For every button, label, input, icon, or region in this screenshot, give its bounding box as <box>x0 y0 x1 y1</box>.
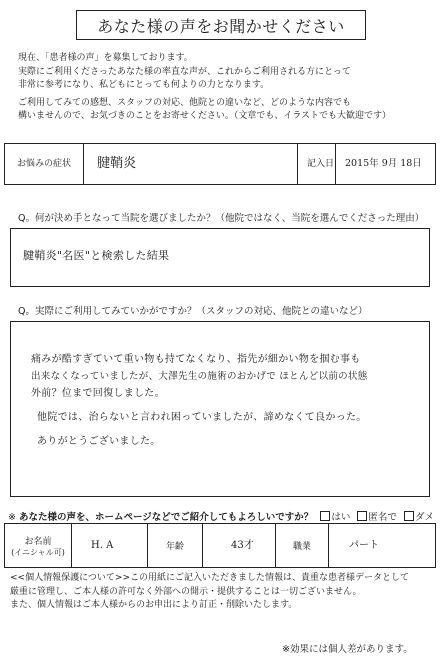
name-label-sub: (イニシャル可) <box>11 547 65 557</box>
form-title: あなた様の声をお聞かせください <box>76 10 366 40</box>
answer-2-line: 出来なくなっていましたが、大澤先生の施術のおかげで ほとんど以前の状態 <box>31 371 368 382</box>
job-field[interactable]: パート <box>349 540 379 551</box>
divider <box>328 524 329 567</box>
question-2: Q。実際にご利用してみていかがですか？（スタッフの対応、他院との違いなど） <box>18 306 368 317</box>
bullet-icon: ※ <box>8 512 16 523</box>
divider <box>335 144 336 184</box>
concern-field[interactable]: 腱鞘炎 <box>97 156 137 171</box>
divider <box>83 144 84 184</box>
intro-paragraph-2 <box>18 97 423 124</box>
answer-2-line: 痛みが酷すぎていて重い物も持てなくなり、指先が細かい物を掴む事も <box>31 354 361 365</box>
job-label <box>276 524 328 567</box>
privacy-notice <box>10 572 435 613</box>
checkbox-anonymous[interactable] <box>357 511 367 521</box>
name-label-main: お名前 <box>24 536 52 547</box>
answer-2-line: ありがとうございました。 <box>37 436 161 447</box>
name-field[interactable]: H. A <box>91 540 114 551</box>
age-label-text: 年齢 <box>165 542 184 552</box>
answer-2-line: 外前？位まで回復しました。 <box>31 388 165 399</box>
name-label <box>5 524 71 567</box>
question-1: Q。何が決め手となって当院を選びましたか？（他院ではなく、当院を選んでくださった理由） <box>18 213 425 224</box>
checkbox-no[interactable] <box>404 511 414 521</box>
privacy-line: <<個人情報保護について>>この用紙にご記入いただきました情報は、貴重な患者様データとして <box>10 573 409 583</box>
answer-1-text: 腱鞘炎"名医"と検索した結果 <box>23 249 170 262</box>
answer-2-line: 他院では、治らないと言われ困っていましたが、諦めなくて良かった。 <box>37 412 367 423</box>
intro-line: 構いませんので、お気づきのことをお寄せください。（文章でも、イラストでも大歓迎です） <box>18 111 392 121</box>
publish-consent <box>8 509 434 523</box>
date-label: 記入日 <box>307 159 335 169</box>
privacy-line: また、個人情報はご本人様からのお申出により訂正・削除いたします。 <box>10 600 298 610</box>
checkbox-yes[interactable] <box>320 511 330 521</box>
publish-question: あなた様の声を、ホームページなどでご紹介してもよろしいですか？ <box>19 512 314 523</box>
intro-paragraph-1 <box>18 52 423 93</box>
info-row <box>4 523 436 568</box>
intro-line: 実際にご利用くださったあなた様の率直な声が、これからご利用される方にとって <box>18 66 351 77</box>
divider <box>71 524 72 567</box>
intro-line: 非常に参考になり、私どもにとっても何よりの力となります。 <box>18 80 270 90</box>
age-field[interactable]: 43才 <box>231 540 254 551</box>
privacy-line: 厳重に管理し、ご本人様の許可なく外部への開示・提供することは一切ございません。 <box>10 586 362 597</box>
option-yes-label: はい <box>331 512 351 523</box>
concern-label: お悩みの症状 <box>17 159 72 169</box>
answer-1-box[interactable] <box>10 228 430 287</box>
date-field[interactable]: 2015年 9月 18日 <box>345 158 422 169</box>
answer-2-box[interactable] <box>10 321 430 497</box>
intro-text <box>18 52 423 128</box>
intro-line: 現在、「患者様の声」を募集しております。 <box>18 53 193 63</box>
job-label-text: 職業 <box>292 542 311 552</box>
intro-line: ご利用してみての感想、スタッフの対応、他院との違いなど、どのような内容でも <box>18 97 352 108</box>
option-no-label: ダメ <box>414 512 434 523</box>
option-anonymous-label: 匿名で <box>368 512 397 523</box>
divider <box>202 524 203 567</box>
footnote: ※効果には個人差があります。 <box>282 644 413 655</box>
age-label <box>148 524 202 567</box>
concern-row <box>4 143 436 185</box>
divider <box>297 144 298 184</box>
